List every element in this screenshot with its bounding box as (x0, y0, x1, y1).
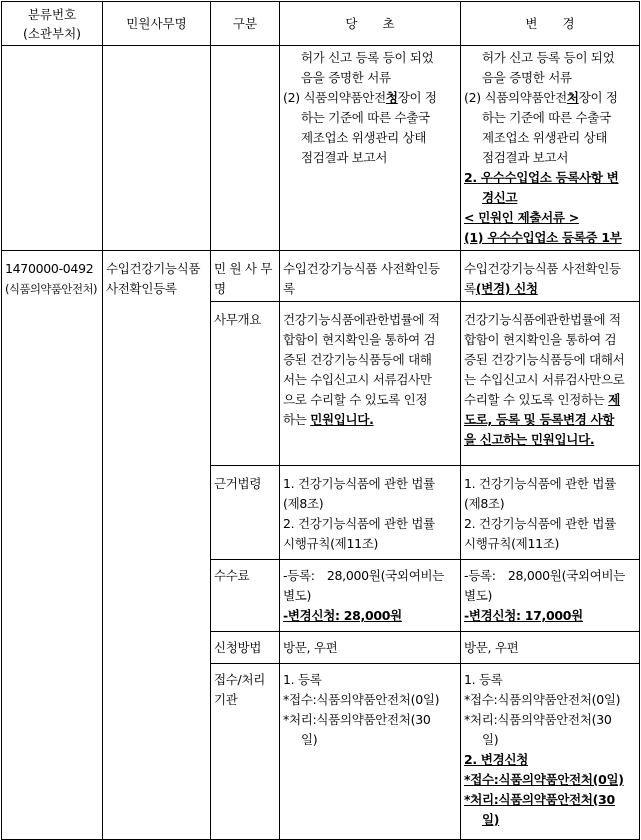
overview-before-l3: 증된 건강기능식품등에 대해 (283, 352, 432, 367)
service-name-original (280, 251, 461, 302)
cont-before-l2: 음을 증명한 서류 (301, 70, 391, 85)
service-name-changed (461, 251, 640, 302)
overview-after-l7: 을 신고하는 민원입니다. (464, 432, 595, 447)
overview-after-l5 (464, 390, 636, 410)
label-fee: 수수료 (211, 560, 280, 632)
law-before-l2: (제8조) (283, 496, 324, 511)
overview-after-l5a: 수리할 수 있도록 인정하는 (464, 392, 609, 407)
overview-before-l4: 서는 수입신고시 서류검사만 (283, 372, 432, 387)
record-name-l2: 사전확인등록 (106, 281, 177, 296)
cont-after-l10: (1) 우수수입업소 등록증 1부 (464, 230, 622, 245)
fee-changed (461, 560, 640, 632)
fee-original (280, 560, 461, 632)
cont-before-l4: 하는 기준에 따른 수출국 (301, 110, 430, 125)
service-name-after-l2 (464, 279, 636, 299)
handling-before-l2: *접수:식품의약품안전처(0일) (283, 692, 440, 707)
fee-after-l1: -등록: 28,000원(국외여비는 (464, 568, 626, 583)
cont-after-l2: 음을 증명한 서류 (482, 70, 572, 85)
cont-before-l3b: 청 (385, 90, 398, 105)
header-service-name: 민원사무명 (103, 2, 211, 46)
handling-after-l8: 일) (482, 812, 500, 827)
header-classification-line1: 분류번호 (27, 6, 77, 22)
handling-original (280, 664, 461, 840)
law-after-l1: 1. 건강기능식품에 관한 법률 (464, 476, 616, 491)
cont-after-l1: 허가 신고 등록 등이 되었 (482, 50, 615, 65)
overview-after-l4: 는 수입신고시 서류검사만으로 (464, 372, 625, 387)
handling-after-l4: 일) (482, 732, 499, 747)
service-name-after-l2b: (변경) 신청 (475, 281, 538, 296)
service-name-after-l1: 수입건강기능식품 사전확인등 (464, 261, 621, 276)
header-changed: 변 경 (461, 2, 640, 46)
cont-empty-1 (2, 46, 103, 251)
fee-after-l3: -변경신청: 17,000원 (464, 608, 583, 623)
fee-after-l2: 별도) (464, 588, 493, 603)
law-after-l3: 2. 건강기능식품에 관한 법률 (464, 516, 616, 531)
law-after-l2: (제8조) (464, 496, 505, 511)
application-method-original: 방문, 우편 (280, 632, 461, 664)
cont-before-l6: 점검결과 보고서 (301, 150, 388, 165)
header-category: 구분 (211, 2, 280, 46)
cont-after-l3b: 처 (566, 90, 579, 105)
legal-basis-changed (461, 466, 640, 560)
overview-after-l5b: 제 (608, 392, 621, 407)
handling-after-l2: *접수:식품의약품안전처(0일) (464, 692, 621, 707)
label-service-name (211, 251, 280, 302)
cont-before-l3c: 장이 정 (397, 90, 437, 105)
handling-after-l6: *접수:식품의약품안전처(0일) (464, 772, 624, 787)
cont-after-l3a: (2) 식품의약품안전 (464, 90, 567, 105)
handling-before-l4: 일) (301, 732, 318, 747)
overview-after-l1: 건강기능식품에관한법률에 적 (464, 312, 621, 327)
header-row (2, 2, 640, 46)
law-before-l1: 1. 건강기능식품에 관한 법률 (283, 476, 435, 491)
overview-before-l6b: 민원입니다. (310, 412, 374, 427)
label-service-name-l1: 민 원 사 무 (214, 261, 273, 276)
overview-before-l2: 합함이 현지확인을 통하여 검 (283, 332, 436, 347)
handling-after-l5: 2. 변경신청 (464, 752, 528, 767)
overview-original (280, 302, 461, 466)
cont-before-l3 (283, 88, 457, 108)
record-name-cell (103, 251, 211, 840)
header-original: 당 초 (280, 2, 461, 46)
label-application-method: 신청방법 (211, 632, 280, 664)
overview-before-l6a: 하는 (283, 412, 311, 427)
cont-empty-2 (103, 46, 211, 251)
header-classification-line2: (소관부처) (22, 25, 82, 41)
overview-before-l5: 으로 수리할 수 있도록 인정 (283, 392, 428, 407)
overview-after-l2: 합함이 현지확인을 통하여 검 (464, 332, 617, 347)
cont-after-l8: 경신고 (482, 190, 518, 205)
header-classification (2, 2, 103, 46)
label-legal-basis: 근거법령 (211, 466, 280, 560)
cont-original-cell (280, 46, 461, 251)
cont-before-l1: 허가 신고 등록 등이 되었 (301, 50, 434, 65)
law-before-l3: 2. 건강기능식품에 관한 법률 (283, 516, 435, 531)
change-comparison-table (1, 1, 640, 840)
service-name-before-l2: 록 (283, 281, 295, 296)
label-handling-l2: 기관 (214, 692, 238, 707)
record-code: 1470000-0492 (5, 261, 94, 276)
law-after-l4: 시행규칙(제11조) (464, 536, 560, 551)
handling-before-l3: *처리:식품의약품안전처(30 (283, 712, 431, 727)
cont-changed-cell (461, 46, 640, 251)
law-before-l4: 시행규칙(제11조) (283, 536, 379, 551)
cont-after-l6: 점검결과 보고서 (482, 150, 569, 165)
label-overview: 사무개요 (211, 302, 280, 466)
label-handling-agency (211, 664, 280, 840)
overview-after-l6: 도로, 등록 및 등록변경 사항 (464, 412, 615, 427)
fee-before-l1: -등록: 28,000원(국외여비는 (283, 568, 445, 583)
cont-after-l3c: 장이 정 (578, 90, 618, 105)
handling-changed (461, 664, 640, 840)
fee-before-l3: -변경신청: 28,000원 (283, 608, 402, 623)
handling-after-l7: *처리:식품의약품안전처(30 (464, 792, 615, 807)
cont-before-l5: 제조업소 위생관리 상태 (301, 130, 427, 145)
service-name-after-l2a: 록 (464, 281, 476, 296)
overview-changed (461, 302, 640, 466)
row-service-name (2, 251, 640, 302)
record-name-l1: 수입건강기능식품 (106, 261, 201, 276)
cont-empty-3 (211, 46, 280, 251)
cont-before-l3a: (2) 식품의약품안전 (283, 90, 386, 105)
application-method-changed: 방문, 우편 (461, 632, 640, 664)
fee-before-l2: 별도) (283, 588, 312, 603)
cont-after-l3 (464, 88, 636, 108)
service-name-before-l1: 수입건강기능식품 사전확인등 (283, 261, 440, 276)
handling-after-l1: 1. 등록 (464, 672, 503, 687)
overview-before-l1: 건강기능식품에관한법률에 적 (283, 312, 440, 327)
record-ministry: (식품의약품안전처) (5, 282, 97, 296)
cont-after-l9: < 민원인 제출서류 > (464, 210, 579, 225)
overview-before-l6 (283, 410, 457, 430)
cont-after-l7: 2. 우수수입업소 등록사항 변 (464, 170, 619, 185)
overview-after-l3: 증된 건강기능식품등에 대해서 (464, 352, 625, 367)
label-service-name-l2: 명 (214, 281, 226, 296)
label-handling-l1: 접수/처리 (214, 672, 266, 687)
legal-basis-original (280, 466, 461, 560)
record-code-cell (2, 251, 103, 840)
handling-before-l1: 1. 등록 (283, 672, 322, 687)
cont-after-l5: 제조업소 위생관리 상태 (482, 130, 608, 145)
continuation-row (2, 46, 640, 251)
handling-after-l3: *처리:식품의약품안전처(30 (464, 712, 612, 727)
cont-after-l4: 하는 기준에 따른 수출국 (482, 110, 611, 125)
